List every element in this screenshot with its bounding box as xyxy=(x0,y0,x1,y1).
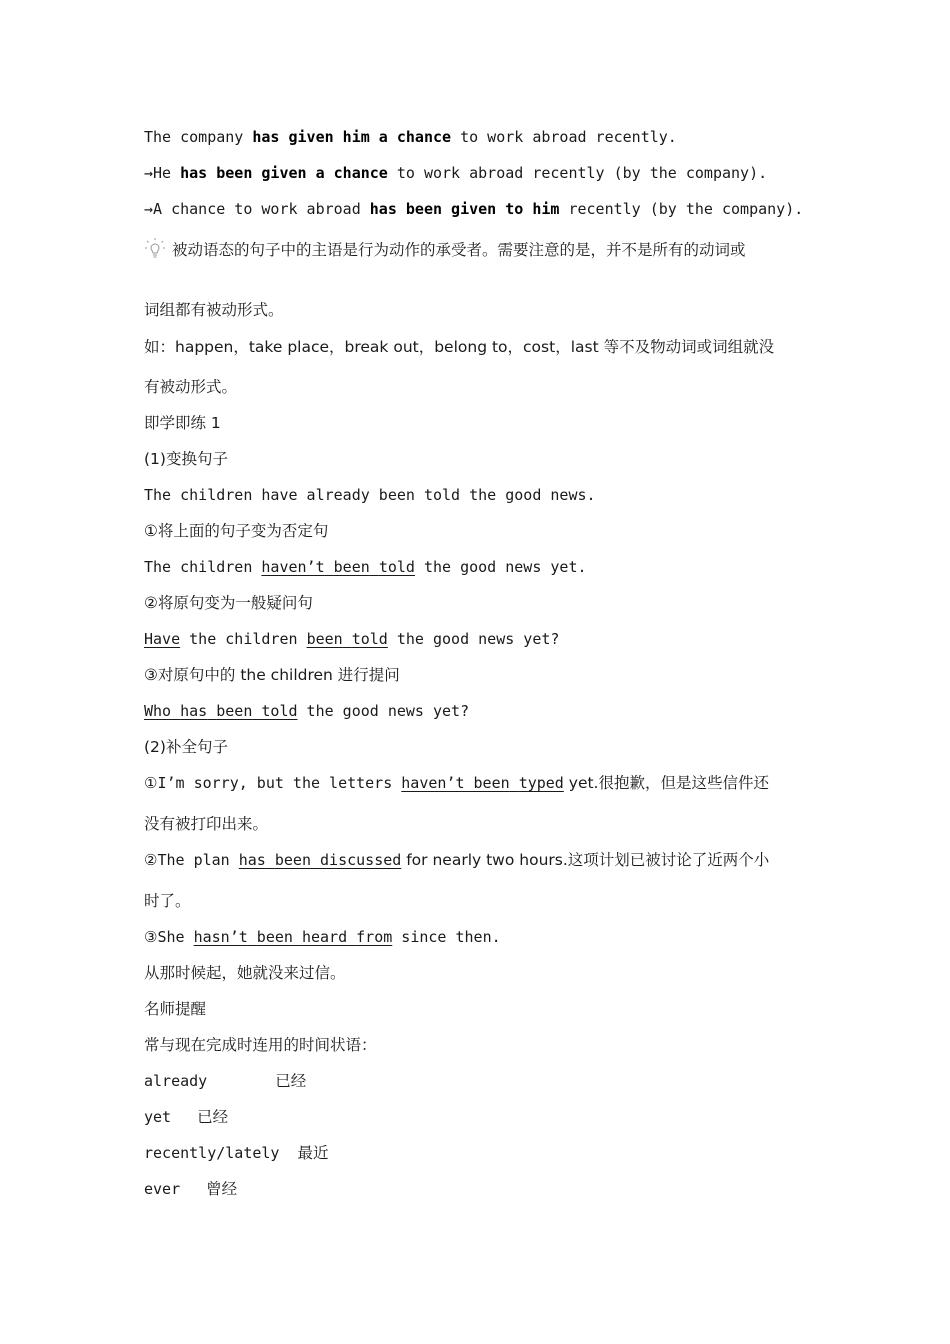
answer-word: has xyxy=(180,702,208,720)
adverb-en: already xyxy=(144,1072,208,1090)
answer-word: told xyxy=(351,630,388,648)
answer-word: been xyxy=(333,558,370,576)
text: the children xyxy=(180,630,307,648)
note-line-2: 有被动形式。 xyxy=(144,378,238,396)
answer-word: Have xyxy=(144,630,181,648)
answer-word: told xyxy=(378,558,415,576)
answer-word: discussed xyxy=(320,851,402,869)
practice-title: 即学即练 1 xyxy=(144,414,221,432)
answer-word: heard xyxy=(301,928,348,946)
sentence-3 xyxy=(144,927,820,947)
text: for nearly two hours.这项计划已被讨论了近两个小 xyxy=(401,851,770,869)
question-1-title: ①将上面的句子变为否定句 xyxy=(144,522,329,540)
answer-word: Who xyxy=(144,702,172,720)
adverb-en: recently/lately xyxy=(144,1144,280,1162)
text: the good news yet? xyxy=(387,630,560,648)
answer-word: been xyxy=(256,928,293,946)
bold-phrase: has been given a chance xyxy=(180,164,388,182)
answer-word: haven’t xyxy=(261,558,325,576)
text: to work abroad recently. xyxy=(451,128,677,146)
teacher-tip-title: 名师提醒 xyxy=(144,1000,207,1018)
bold-phrase: has given him a chance xyxy=(252,128,452,146)
text: ③She xyxy=(144,928,194,946)
adverb-en: ever xyxy=(144,1180,181,1198)
part1-title: (1)变换句子 xyxy=(144,450,228,468)
text: ②The plan xyxy=(144,851,239,869)
question-1-answer xyxy=(144,557,820,577)
adverb-item xyxy=(144,1107,820,1127)
original-sentence: The children have already been told the good news. xyxy=(144,486,596,504)
adverb-item xyxy=(144,1143,820,1163)
tip-line-2: 词组都有被动形式。 xyxy=(144,301,284,319)
sentence-1-cont: 没有被打印出来。 xyxy=(144,815,269,833)
text: →He xyxy=(144,164,181,182)
adverb-cn: 曾经 xyxy=(206,1180,238,1198)
answer-word: told xyxy=(261,702,298,720)
text: the good news yet? xyxy=(297,702,470,720)
part2-title: (2)补全句子 xyxy=(144,738,228,756)
example-passive-1 xyxy=(144,163,820,183)
text: the good news yet. xyxy=(414,558,587,576)
lightbulb-icon xyxy=(144,237,166,259)
sentence-1 xyxy=(144,773,820,793)
answer-word: hasn’t xyxy=(193,928,248,946)
text: yet.很抱歉，但是这些信件还 xyxy=(563,774,769,792)
sentence-3-cont: 从那时候起，她就没来过信。 xyxy=(144,964,346,982)
adverb-en: yet xyxy=(144,1108,172,1126)
answer-word: from xyxy=(356,928,393,946)
question-2-title: ②将原句变为一般疑问句 xyxy=(144,594,313,612)
adverb-cn: 已经 xyxy=(275,1072,307,1090)
answer-word: been xyxy=(216,702,253,720)
text: →A chance to work abroad xyxy=(144,200,370,218)
answer-word: has xyxy=(238,851,266,869)
answer-word: been xyxy=(306,630,343,648)
text: to work abroad recently (by the company). xyxy=(387,164,768,182)
teacher-tip-intro: 常与现在完成时连用的时间状语： xyxy=(144,1036,377,1054)
bold-phrase: has been given to him xyxy=(369,200,560,218)
answer-word: haven’t xyxy=(401,774,465,792)
sentence-2-cont: 时了。 xyxy=(144,892,191,910)
note-line-1: 如：happen，take place，break out，belong to，cost，last 等不及物动词或词组就没 xyxy=(144,338,775,356)
question-3-answer xyxy=(144,701,820,721)
answer-word: typed xyxy=(518,774,564,792)
example-passive-2 xyxy=(144,199,820,219)
tip-text: 被动语态的句子中的主语是行为动作的承受者。需要注意的是，并不是所有的动词或 xyxy=(172,241,746,259)
text: since then. xyxy=(392,928,501,946)
example-active xyxy=(144,127,820,147)
adverb-cn: 最近 xyxy=(297,1144,329,1162)
adverb-item xyxy=(144,1179,820,1199)
text: The children xyxy=(144,558,262,576)
answer-word: been xyxy=(473,774,510,792)
text: recently (by the company). xyxy=(559,200,804,218)
tip-line-1 xyxy=(144,237,820,260)
question-2-answer xyxy=(144,629,820,649)
text: The company xyxy=(144,128,253,146)
answer-word: been xyxy=(274,851,311,869)
text: ①I’m sorry, but the letters xyxy=(144,774,402,792)
adverb-item xyxy=(144,1071,820,1091)
adverb-cn: 已经 xyxy=(197,1108,229,1126)
sentence-2 xyxy=(144,850,820,870)
question-3-title: ③对原句中的 the children 进行提问 xyxy=(144,666,400,684)
